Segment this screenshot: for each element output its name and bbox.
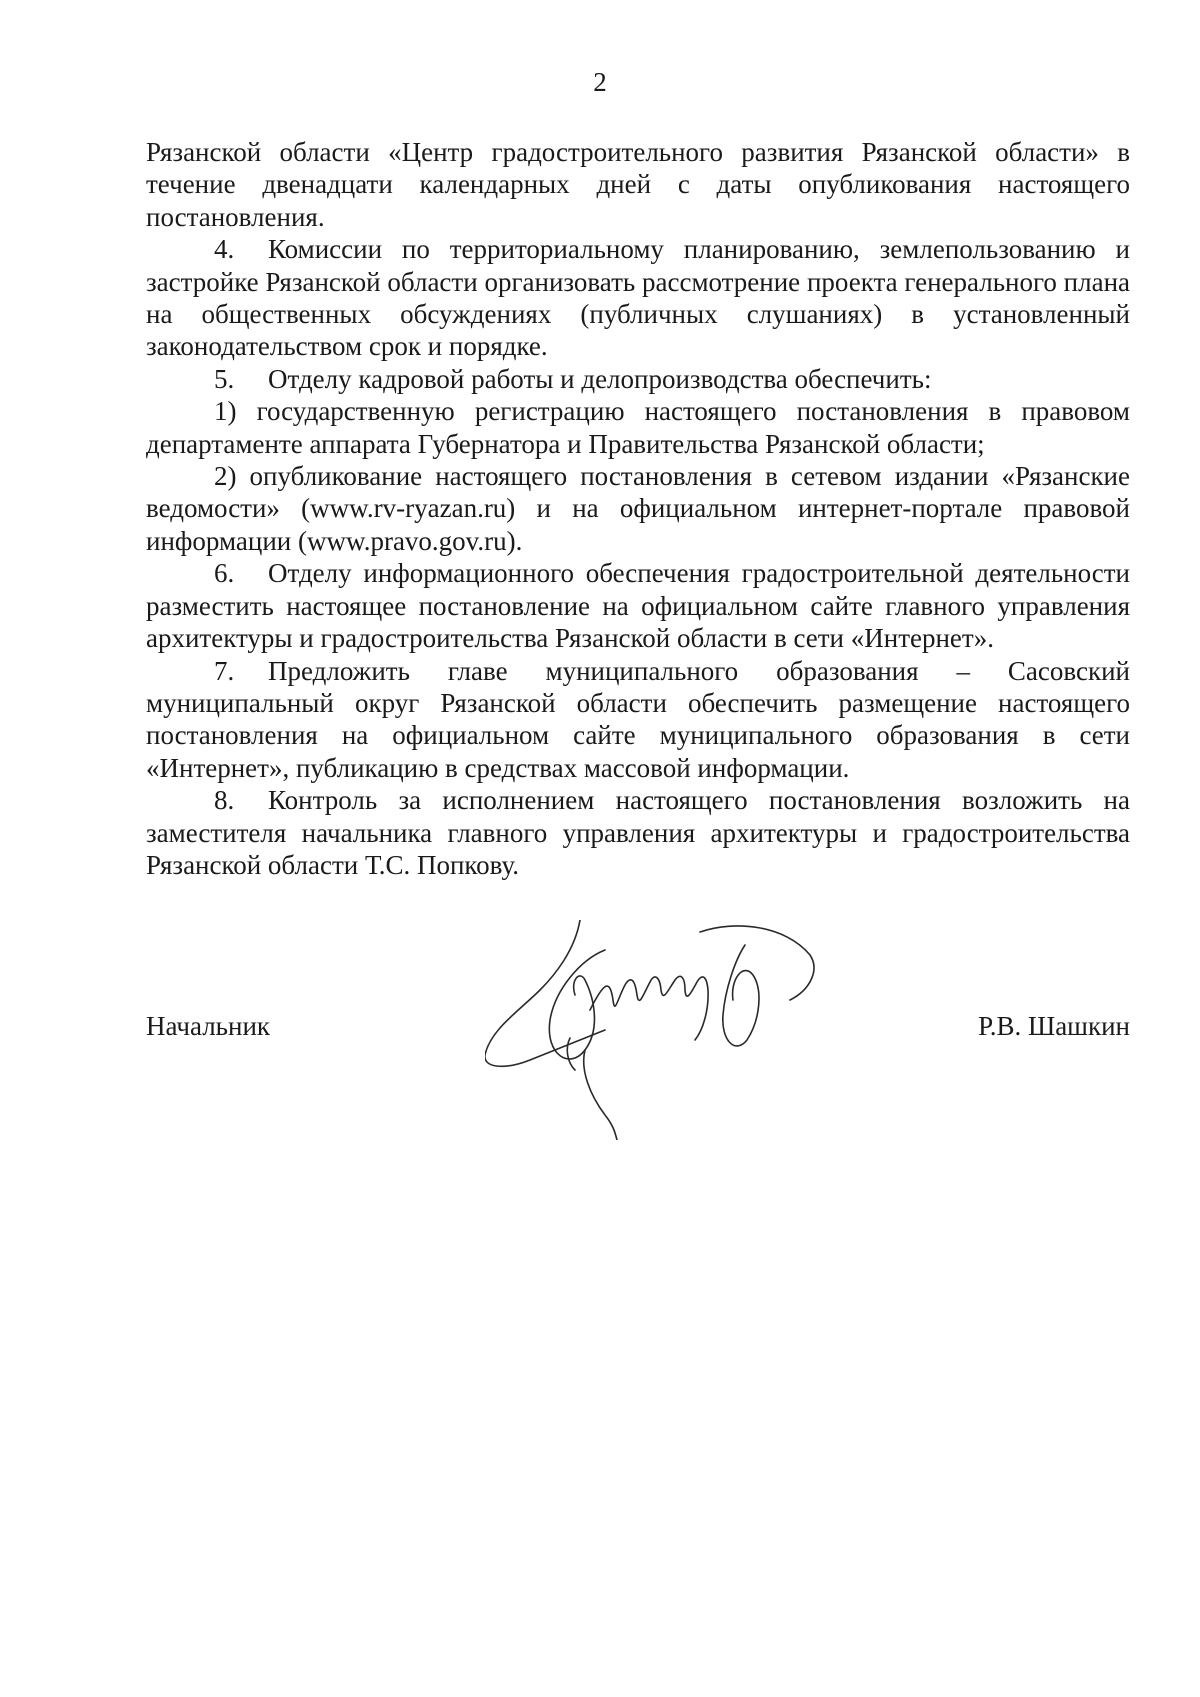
- signatory-name: Р.В. Шашкин: [978, 1011, 1130, 1041]
- paragraph-text: Комиссии по территориальному планированию, землепользованию и застройке Рязанской области организовать рассмотрение проекта генерального плана на общественных обсуждениях (публичных слушаниях) в установленный законодательством срок и порядке.: [146, 234, 1130, 362]
- paragraph-text: Отделу информационного обеспечения градостроительной деятельности разместить настоящее постановление на официальном сайте главного управления архитектуры и градостроительства Рязанской области в сети «Интернет».: [146, 558, 1130, 654]
- item-number: 8.: [214, 785, 235, 816]
- item-number: 6.: [214, 558, 235, 589]
- signatory-title: Начальник: [146, 1011, 271, 1041]
- paragraph-text: Отделу кадровой работы и делопроизводства обеспечить:: [268, 363, 932, 394]
- item-number: 7.: [214, 655, 235, 686]
- paragraph-item-5: [146, 363, 1130, 395]
- paragraph-subitem-1: [146, 395, 1130, 460]
- paragraph-item-6: [146, 557, 1130, 654]
- paragraph-subitem-2: [146, 460, 1130, 557]
- item-number: 4.: [214, 234, 235, 265]
- paragraph-item-8: [146, 784, 1130, 881]
- document-body: [146, 136, 1130, 881]
- paragraph-text: Рязанской области «Центр градостроительного развития Рязанской области» в течение двенадцати календарных дней с даты опубликования настоящего постановления.: [146, 137, 1130, 232]
- item-number: 5.: [214, 363, 235, 394]
- paragraph-text: 2) опубликование настоящего постановления в сетевом издании «Рязанские ведомости» (www.rv-ryazan.ru) и на официальном интернет-портале правовой информации (www.pravo.gov.ru).: [146, 461, 1130, 556]
- page-number: 2: [593, 67, 607, 97]
- paragraph-text: 1) государственную регистрацию настоящего постановления в правовом департаменте аппарата Губернатора и Правительства Рязанской области;: [146, 396, 1130, 459]
- handwritten-signature: [485, 920, 815, 1140]
- paragraph-continuation: [146, 136, 1130, 233]
- paragraph-text: Предложить главе муниципального образования – Сасовский муниципальный округ Рязанской области обеспечить размещение настоящего постановления на официальном сайте муниципального образования в сети «Интернет», публикацию в средствах массовой информации.: [146, 655, 1130, 783]
- paragraph-item-7: [146, 655, 1130, 785]
- paragraph-text: Контроль за исполнением настоящего постановления возложить на заместителя начальника главного управления архитектуры и градостроительства Рязанской области Т.С. Попкову.: [146, 785, 1130, 880]
- paragraph-item-4: [146, 233, 1130, 363]
